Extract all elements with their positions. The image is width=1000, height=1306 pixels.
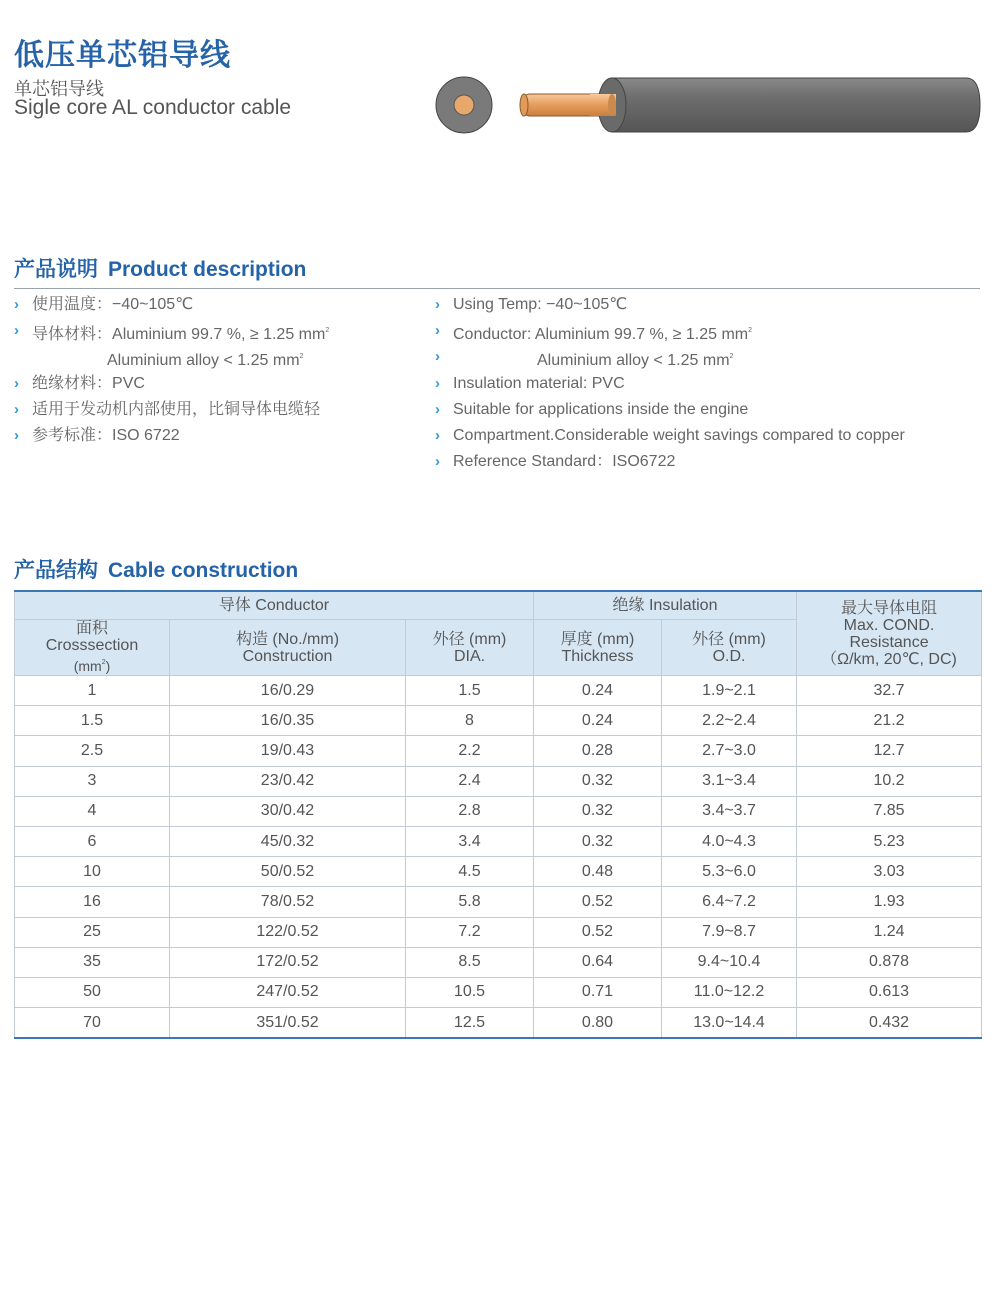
construction-cell: 247/0.52 — [170, 977, 406, 1007]
table-row — [15, 706, 982, 736]
thickness-cell: 0.71 — [534, 977, 662, 1007]
chevron-right-icon: › — [14, 296, 19, 313]
resistance-cell: 12.7 — [797, 736, 982, 766]
chevron-right-icon: › — [435, 296, 440, 313]
thickness-cell: 0.80 — [534, 1008, 662, 1039]
crosssection-cell: 6 — [15, 826, 170, 856]
construction-cell: 351/0.52 — [170, 1008, 406, 1039]
list-item: › Suitable for applications inside the engine — [435, 397, 905, 423]
construction-header: 构造 (No./mm) Construction — [170, 620, 406, 676]
product-description-heading-cn: 产品说明 — [14, 258, 98, 281]
cable-cross-section — [436, 77, 492, 133]
table-row — [15, 796, 982, 826]
list-item: Aluminium alloy < 1.25 $mm^2$ — [107, 352, 304, 370]
list-item: › 使用温度：−40~105℃ — [14, 292, 329, 318]
dia-cell: 2.4 — [406, 766, 534, 796]
description-list-cn — [14, 292, 329, 449]
dia-cell: 3.4 — [406, 826, 534, 856]
dia-cell: 2.8 — [406, 796, 534, 826]
product-description-heading-en: Product description — [108, 258, 307, 281]
resistance-cell: 3.03 — [797, 857, 982, 887]
table-row — [15, 676, 982, 706]
od-cell: 1.9~2.1 — [662, 676, 797, 706]
table-row — [15, 1008, 982, 1039]
dia-cell: 8 — [406, 706, 534, 736]
crosssection-cell: 50 — [15, 977, 170, 1007]
chevron-right-icon: › — [435, 374, 440, 392]
resistance-cell: 0.432 — [797, 1008, 982, 1039]
list-item: › Aluminium alloy < 1.25 $mm^2$ — [435, 344, 905, 370]
table-row — [15, 826, 982, 856]
od-cell: 5.3~6.0 — [662, 857, 797, 887]
table-row — [15, 857, 982, 887]
cable-construction-heading-cn: 产品结构 — [14, 559, 98, 582]
od-cell: 2.2~2.4 — [662, 706, 797, 736]
chevron-right-icon: › — [14, 400, 19, 418]
crosssection-cell: 25 — [15, 917, 170, 947]
thickness-cell: 0.52 — [534, 887, 662, 917]
construction-cell: 16/0.35 — [170, 706, 406, 736]
chevron-right-icon: › — [435, 322, 440, 340]
cable-side-view — [520, 78, 980, 132]
table-row — [15, 887, 982, 917]
thickness-cell: 0.48 — [534, 857, 662, 887]
chevron-right-icon: › — [14, 426, 19, 444]
table-body — [15, 676, 982, 1039]
list-item: › 参考标准：ISO 6722 — [14, 423, 329, 449]
list-item: › 适用于发动机内部使用，比铜导体电缆轻 — [14, 397, 329, 423]
construction-cell: 19/0.43 — [170, 736, 406, 766]
dia-cell: 4.5 — [406, 857, 534, 887]
crosssection-cell: 10 — [15, 857, 170, 887]
chevron-right-icon: › — [435, 453, 440, 471]
dia-cell: 7.2 — [406, 917, 534, 947]
thickness-cell: 0.64 — [534, 947, 662, 977]
thickness-header: 厚度 (mm) Thickness — [534, 620, 662, 676]
dia-cell: 8.5 — [406, 947, 534, 977]
list-item: › 绝缘材料：PVC — [14, 371, 329, 397]
resistance-cell: 0.878 — [797, 947, 982, 977]
conductor-group-header: 导体 Conductor — [15, 591, 534, 620]
dia-cell: 1.5 — [406, 676, 534, 706]
od-header: 外径 (mm) O.D. — [662, 620, 797, 676]
table-row — [15, 977, 982, 1007]
od-cell: 4.0~4.3 — [662, 826, 797, 856]
subtitle-en: Sigle core AL conductor cable — [14, 96, 292, 119]
subtitle-cn: 单芯铝导线 — [14, 79, 104, 99]
od-cell: 13.0~14.4 — [662, 1008, 797, 1039]
resistance-cell: 1.24 — [797, 917, 982, 947]
page-title: 低压单芯铝导线 — [14, 39, 231, 72]
crosssection-cell: 70 — [15, 1008, 170, 1039]
resistance-header: 最大导体电阻 Max. COND. Resistance （Ω/km, 20℃, DC) — [797, 591, 982, 676]
thickness-cell: 0.24 — [534, 676, 662, 706]
cable-illustration — [430, 70, 990, 140]
product-description-heading — [14, 253, 980, 289]
insulation-group-header: 绝缘 Insulation — [534, 591, 797, 620]
dia-cell: 2.2 — [406, 736, 534, 766]
crosssection-cell: 35 — [15, 947, 170, 977]
od-cell: 11.0~12.2 — [662, 977, 797, 1007]
od-cell: 9.4~10.4 — [662, 947, 797, 977]
list-item: › Reference Standard：ISO6722 — [435, 449, 905, 475]
chevron-right-icon: › — [435, 400, 440, 418]
chevron-right-icon: › — [14, 322, 19, 340]
resistance-cell: 1.93 — [797, 887, 982, 917]
cable-construction-heading-en: Cable construction — [108, 559, 299, 582]
construction-cell: 78/0.52 — [170, 887, 406, 917]
od-cell: 3.4~3.7 — [662, 796, 797, 826]
chevron-right-icon: › — [435, 426, 440, 444]
chevron-right-icon: › — [14, 374, 19, 392]
thickness-cell: 0.32 — [534, 796, 662, 826]
construction-cell: 50/0.52 — [170, 857, 406, 887]
list-item: › Conductor: Aluminium 99.7 %, ≥ 1.25 $mm^2$ — [435, 318, 905, 344]
thickness-cell: 0.52 — [534, 917, 662, 947]
list-item: › 导体材料：Aluminium 99.7 %, ≥ 1.25 $mm^2$ — [14, 318, 329, 344]
resistance-cell: 10.2 — [797, 766, 982, 796]
crosssection-cell: 1 — [15, 676, 170, 706]
construction-cell: 172/0.52 — [170, 947, 406, 977]
dia-cell: 5.8 — [406, 887, 534, 917]
table-row — [15, 766, 982, 796]
dia-header: 外径 (mm) DIA. — [406, 620, 534, 676]
resistance-cell: 32.7 — [797, 676, 982, 706]
table-row — [15, 917, 982, 947]
thickness-cell: 0.28 — [534, 736, 662, 766]
crosssection-cell: 4 — [15, 796, 170, 826]
crosssection-cell: 2.5 — [15, 736, 170, 766]
construction-cell: 23/0.42 — [170, 766, 406, 796]
thickness-cell: 0.32 — [534, 766, 662, 796]
construction-cell: 16/0.29 — [170, 676, 406, 706]
od-cell: 7.9~8.7 — [662, 917, 797, 947]
table-row — [15, 736, 982, 766]
resistance-cell: 7.85 — [797, 796, 982, 826]
crosssection-cell: 1.5 — [15, 706, 170, 736]
crosssection-cell: 16 — [15, 887, 170, 917]
dia-cell: 12.5 — [406, 1008, 534, 1039]
list-item: › Using Temp: −40~105℃ — [435, 292, 905, 318]
crosssection-header: 面积 Crosssection $(mm^2)$ — [15, 620, 170, 676]
dia-cell: 10.5 — [406, 977, 534, 1007]
list-item: › Compartment.Considerable weight savings compared to copper — [435, 423, 905, 449]
construction-cell: 122/0.52 — [170, 917, 406, 947]
crosssection-cell: 3 — [15, 766, 170, 796]
resistance-cell: 21.2 — [797, 706, 982, 736]
cable-construction-table — [14, 590, 982, 1039]
resistance-cell: 5.23 — [797, 826, 982, 856]
thickness-cell: 0.24 — [534, 706, 662, 736]
resistance-cell: 0.613 — [797, 977, 982, 1007]
od-cell: 6.4~7.2 — [662, 887, 797, 917]
list-item: › Insulation material: PVC — [435, 371, 905, 397]
description-list-en — [435, 292, 905, 475]
construction-cell: 30/0.42 — [170, 796, 406, 826]
thickness-cell: 0.32 — [534, 826, 662, 856]
table-row — [15, 947, 982, 977]
cable-construction-heading — [14, 554, 980, 589]
od-cell: 2.7~3.0 — [662, 736, 797, 766]
od-cell: 3.1~3.4 — [662, 766, 797, 796]
construction-cell: 45/0.32 — [170, 826, 406, 856]
chevron-right-icon: › — [435, 348, 440, 366]
